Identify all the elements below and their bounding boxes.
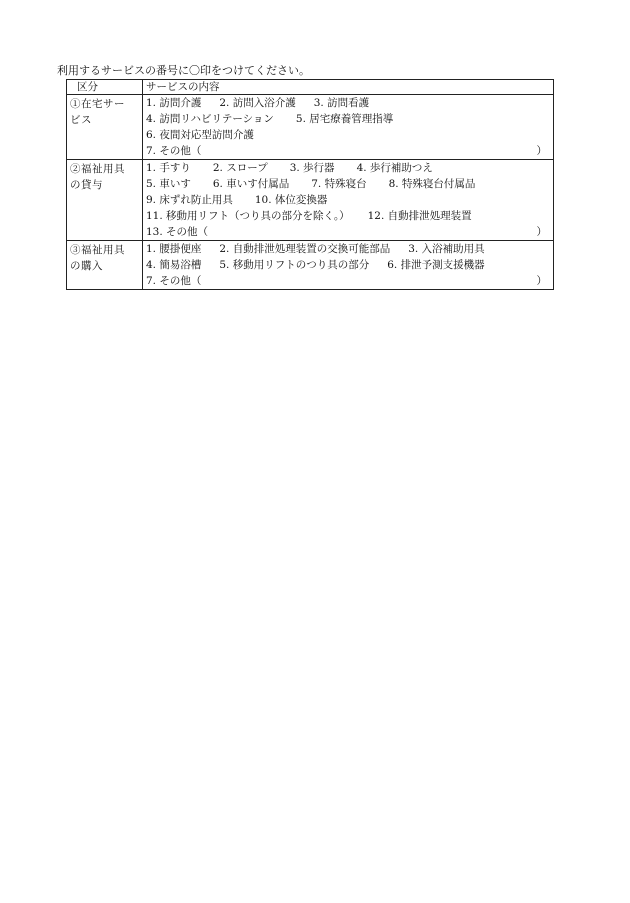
- content-home-services: [143, 95, 554, 160]
- section-home-services: [67, 95, 554, 160]
- option-line-other: [146, 224, 551, 240]
- option-line-other: [146, 143, 551, 159]
- option-rental-11[interactable]: 11. 移動用リフト（つり具の部分を除く。）: [146, 210, 350, 222]
- option-rental-2[interactable]: 2. スロープ: [212, 162, 268, 174]
- category-label-line1: ②福祉用具: [70, 163, 125, 175]
- option-rental-8[interactable]: 8. 特殊寝台付属品: [388, 178, 476, 190]
- option-line: [146, 241, 551, 257]
- option-home-5[interactable]: 5. 居宅療養管理指導: [295, 113, 394, 125]
- content-equipment-purchase: [143, 241, 554, 290]
- option-purchase-3[interactable]: 3. 入浴補助用具: [408, 243, 485, 255]
- option-line: [146, 192, 551, 208]
- option-purchase-5[interactable]: 5. 移動用リフトのつり具の部分: [219, 259, 370, 271]
- option-home-2[interactable]: 2. 訪問入浴介護: [219, 97, 296, 109]
- option-rental-1[interactable]: 1. 手すり: [146, 162, 191, 174]
- option-home-6[interactable]: 6. 夜間対応型訪問介護: [146, 129, 254, 141]
- option-purchase-1[interactable]: 1. 腰掛便座: [146, 243, 202, 255]
- category-label-line2: ビス: [70, 114, 92, 126]
- option-purchase-2[interactable]: 2. 自動排泄処理装置の交換可能部品: [219, 243, 391, 255]
- option-rental-3[interactable]: 3. 歩行器: [289, 162, 335, 174]
- option-line: [146, 95, 551, 111]
- instruction-text: 利用するサービスの番号に〇印をつけてください。: [57, 64, 310, 77]
- header-category: 区分: [67, 80, 143, 95]
- option-home-other[interactable]: 7. その他（: [146, 145, 202, 157]
- option-line: [146, 127, 551, 143]
- service-selection-table: [66, 79, 554, 290]
- category-equipment-rental: [67, 160, 143, 241]
- option-rental-5[interactable]: 5. 車いす: [146, 178, 191, 190]
- category-home-services: [67, 95, 143, 160]
- option-line: [146, 208, 551, 224]
- header-content: サービスの内容: [143, 80, 554, 95]
- other-close-paren: ）: [536, 145, 547, 157]
- option-rental-4[interactable]: 4. 歩行補助つえ: [356, 162, 433, 174]
- section-equipment-rental: [67, 160, 554, 241]
- section-equipment-purchase: [67, 241, 554, 290]
- option-purchase-other[interactable]: 7. その他（: [146, 275, 202, 287]
- category-label-line1: ③福祉用具: [70, 244, 125, 256]
- option-rental-10[interactable]: 10. 体位変換器: [254, 194, 328, 206]
- category-label-line1: ①在宅サー: [70, 98, 125, 110]
- option-line: [146, 111, 551, 127]
- other-close-paren: ）: [536, 226, 547, 238]
- category-label-line2: の貸与: [70, 179, 103, 191]
- option-rental-12[interactable]: 12. 自動排泄処理装置: [367, 210, 472, 222]
- category-label-line2: の購入: [70, 260, 103, 272]
- option-rental-6[interactable]: 6. 車いす付属品: [212, 178, 290, 190]
- option-line: [146, 160, 551, 176]
- option-line: [146, 257, 551, 273]
- option-purchase-4[interactable]: 4. 簡易浴槽: [146, 259, 202, 271]
- option-rental-other[interactable]: 13. その他（: [146, 226, 209, 238]
- option-purchase-6[interactable]: 6. 排泄予測支援機器: [387, 259, 485, 271]
- other-close-paren: ）: [536, 275, 547, 287]
- option-line-other: [146, 273, 551, 289]
- option-home-1[interactable]: 1. 訪問介護: [146, 97, 202, 109]
- option-rental-7[interactable]: 7. 特殊寝台: [311, 178, 367, 190]
- option-line: [146, 176, 551, 192]
- option-home-3[interactable]: 3. 訪問看護: [313, 97, 370, 109]
- option-home-4[interactable]: 4. 訪問リハビリテーション: [146, 113, 274, 125]
- table-header-row: [67, 80, 554, 95]
- category-equipment-purchase: [67, 241, 143, 290]
- option-rental-9[interactable]: 9. 床ずれ防止用具: [146, 194, 233, 206]
- content-equipment-rental: [143, 160, 554, 241]
